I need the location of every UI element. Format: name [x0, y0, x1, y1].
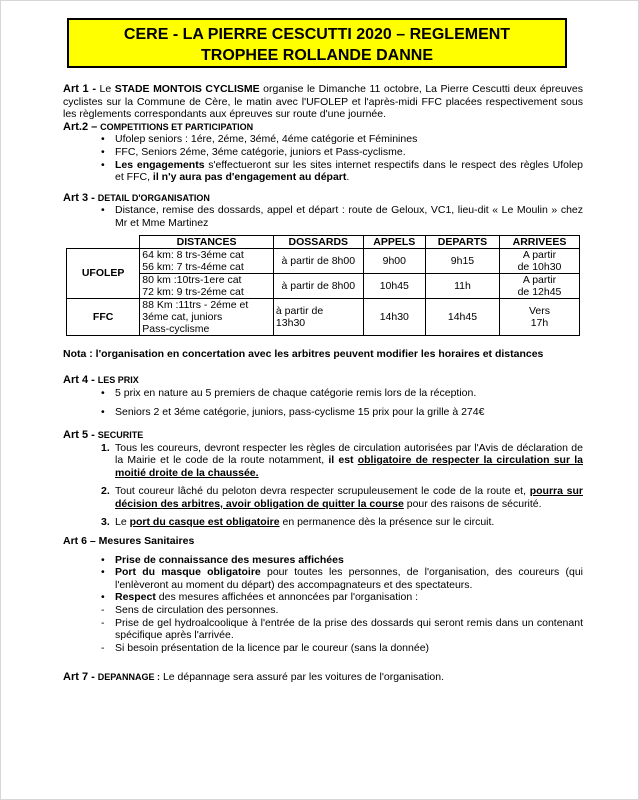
- row-departs: 9h15: [425, 248, 499, 273]
- article-1-text-a: Le: [96, 83, 115, 95]
- article-3-label: Art 3 -: [63, 191, 95, 204]
- article-4-list: [63, 387, 583, 419]
- article-7: [63, 671, 583, 684]
- article-6-title: Mesures Sanitaires: [98, 535, 195, 548]
- article-7-text: Le dépannage sera assuré par les voitures de l'organisation.: [160, 671, 444, 684]
- row-departs: 11h: [425, 273, 499, 298]
- article-5-list: [63, 442, 583, 530]
- item-text: des mesures affichées et annoncées par l'organisation :: [155, 591, 418, 604]
- table-row: [67, 273, 580, 298]
- row-appels: 14h30: [363, 298, 425, 335]
- item-bold: il est: [328, 454, 358, 467]
- header-distances: DISTANCES: [140, 235, 274, 248]
- list-item: • 5 prix en nature au 5 premiers de chaque catégorie remis lors de la réception.: [63, 387, 583, 400]
- article-6-label: Art 6 –: [63, 535, 96, 548]
- article-5-title: SECURITE: [97, 429, 144, 440]
- row-distance: 64 km: 8 trs-3éme cat 56 km: 7 trs-4éme cat: [140, 248, 274, 273]
- article-3-heading: [63, 192, 583, 205]
- article-4-label: Art 4 -: [63, 374, 95, 387]
- header-departs: DEPARTS: [425, 235, 499, 248]
- item-text: Tous les coureurs, devront respecter les règles de circulation autorisées par l'Avis de déclaration de la Mairie et le code de la route notamment,: [115, 441, 583, 467]
- sublist-item: - Sens de circulation des personnes.: [63, 604, 583, 617]
- row-category: FFC: [67, 298, 140, 335]
- item-number: 1.: [101, 441, 110, 454]
- article-3-title: DETAIL D'ORGANISATION: [97, 192, 210, 203]
- item-bold: Prise de connaissance des mesures affichées: [115, 553, 344, 566]
- row-appels: 9h00: [363, 248, 425, 273]
- row-dossards: à partir de 8h00: [273, 248, 363, 273]
- row-arrivees: Vers 17h: [499, 298, 579, 335]
- title-banner: [67, 18, 567, 68]
- item-text: Tout coureur lâché du peloton devra respecter scrupuleusement le code de la route et,: [115, 485, 530, 498]
- item-pre: Le: [115, 516, 130, 529]
- engagements-label: Les engagements: [115, 158, 205, 171]
- item-bold-underline: port du casque est obligatoire: [129, 516, 280, 529]
- article-7-label: Art 7 -: [63, 671, 95, 684]
- item-number: 2.: [101, 485, 110, 498]
- article-5-heading: [63, 429, 583, 442]
- list-item: [63, 554, 583, 567]
- sublist-item: - Si besoin présentation de la licence par le coureur (sans la donnée): [63, 642, 583, 655]
- table-corner: [67, 235, 140, 248]
- engagements-end: .: [346, 171, 350, 184]
- list-item: • Distance, remise des dossards, appel et départ : route de Geloux, VC1, lieu-dit « Le Moulin » chez Mr et Mme Martinez: [63, 204, 583, 229]
- row-dossards: à partir de 13h30: [273, 298, 363, 335]
- article-6-list: [63, 554, 583, 604]
- row-arrivees: A partir de 12h45: [499, 273, 579, 298]
- item-bold: Port du masque obligatoire: [115, 566, 261, 579]
- article-5-label: Art 5 -: [63, 428, 95, 441]
- row-appels: 10h45: [363, 273, 425, 298]
- row-arrivees: A partir de 10h30: [499, 248, 579, 273]
- article-1-text-b: organise le Dimanche 11 octobre, La Pierre Cescutti deux épreuves cyclistes sur la Commune de Cère, le matin avec l'UFOLEP et l'après-midi FFC placées respectivement sous les règlements correspondants aux épreuves sur route d'une journée.: [63, 83, 584, 121]
- header-arrivees: ARRIVEES: [499, 235, 579, 248]
- table-header-row: [67, 235, 580, 248]
- article-2-label: Art.2 –: [63, 120, 98, 133]
- engagements-warning: il n'y aura pas d'engagement au départ: [152, 171, 347, 184]
- article-1: [63, 83, 583, 121]
- list-item: [63, 516, 583, 529]
- list-item: [63, 442, 583, 480]
- item-end: en permanence dès la présence sur le circuit.: [279, 516, 495, 529]
- club-name: STADE MONTOIS CYCLISME: [114, 83, 260, 95]
- list-item: [63, 485, 583, 510]
- row-dossards: à partir de 8h00: [273, 273, 363, 298]
- table-row: [67, 248, 580, 273]
- article-6-heading: [63, 535, 583, 548]
- engagements-text: s'effectueront sur les sites internet respectifs dans le respect des règles Ufolep et FFC,: [115, 158, 583, 184]
- article-1-label: Art 1 -: [63, 83, 96, 95]
- list-item: • FFC, Seniors 2éme, 3éme catégorie, juniors et Pass-cyclisme.: [63, 146, 583, 159]
- item-bold: Respect: [115, 591, 156, 604]
- rules-content: [63, 83, 583, 684]
- article-2-heading: [63, 121, 583, 134]
- item-number: 3.: [101, 516, 110, 529]
- article-2-title: COMPETITIONS ET PARTICIPATION: [100, 121, 254, 132]
- list-item-engagements: [63, 159, 583, 184]
- header-dossards: DOSSARDS: [273, 235, 363, 248]
- list-item: [63, 566, 583, 591]
- list-item: [63, 591, 583, 604]
- item-bold-underline: pourra sur décision des arbitres, avoir obligation de quitter la course: [115, 485, 583, 510]
- list-item: • Ufolep seniors : 1ére, 2éme, 3émé, 4éme catégorie et Féminines: [63, 133, 583, 146]
- title-line-1: CERE - LA PIERRE CESCUTTI 2020 – REGLEMENT: [123, 26, 511, 43]
- article-4-title: LES PRIX: [97, 375, 139, 386]
- article-7-title: DEPANNAGE :: [97, 672, 161, 683]
- row-distance: 88 Km :11trs - 2éme et 3éme cat, juniors Pass-cyclisme: [140, 298, 274, 335]
- row-category: UFOLEP: [67, 248, 140, 298]
- row-distance: 80 km :10trs-1ere cat 72 km: 9 trs-2éme cat: [140, 273, 274, 298]
- article-4-heading: [63, 374, 583, 387]
- item-bold-underline: obligatoire de respecter la circulation sur la moitié droite de la chaussée.: [115, 454, 583, 479]
- nota: Nota : l'organisation en concertation avec les arbitres peuvent modifier les horaires et distances: [63, 347, 544, 360]
- item-end: pour des raisons de sécurité.: [403, 497, 542, 510]
- article-2-list: [63, 133, 583, 183]
- schedule-table: [66, 235, 580, 336]
- title-line-2: TROPHEE ROLLANDE DANNE: [200, 47, 433, 64]
- list-item: • Seniors 2 et 3éme catégorie, juniors, pass-cyclisme 15 prix pour la grille à 274€: [63, 406, 583, 419]
- article-3-list: [63, 204, 583, 229]
- header-appels: APPELS: [363, 235, 425, 248]
- row-departs: 14h45: [425, 298, 499, 335]
- sublist-item: - Prise de gel hydroalcoolique à l'entrée de la prise des dossards qui seront remis dans un contenant spécifique après l'arrivée.: [63, 617, 583, 642]
- article-6-sublist: [63, 604, 583, 654]
- item-text: pour toutes les personnes, de l'organisation, des coureurs (qui l'enlèveront au moment du départ) des accompagnateurs et des spectateurs.: [115, 566, 583, 591]
- table-row: [67, 298, 580, 335]
